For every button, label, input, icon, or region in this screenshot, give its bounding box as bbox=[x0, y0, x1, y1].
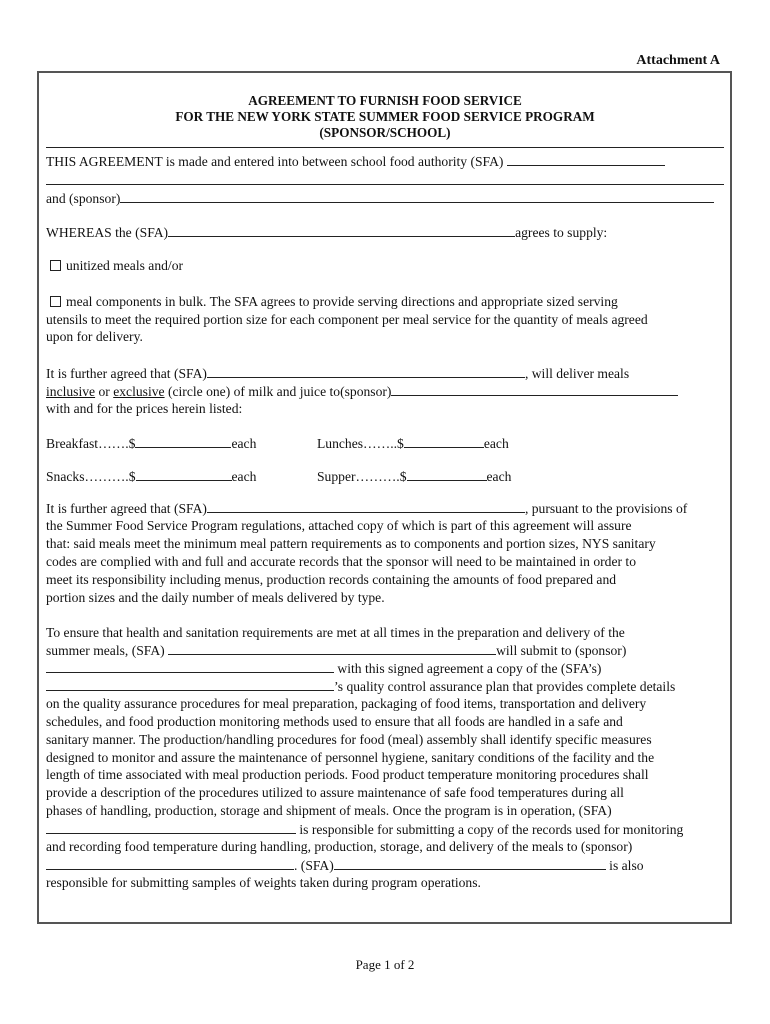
health-line-13: and recording food temperature during handling, production, storage, and delivery of the meals to (sponsor) bbox=[46, 839, 633, 854]
provisions-line-3: that: said meals meet the minimum meal pattern requirements as to components and portion sizes, NYS sanitary bbox=[46, 536, 656, 551]
delivery-sponsor-field[interactable] bbox=[391, 382, 678, 396]
bulk-label-1: meal components in bulk. The SFA agrees to provide serving directions and appropriate sized serving bbox=[66, 294, 618, 309]
health-sfa-field[interactable] bbox=[168, 641, 496, 655]
unitized-label: unitized meals and/or bbox=[66, 258, 184, 273]
records-sponsor-field[interactable] bbox=[46, 856, 294, 870]
health-l12-text: is responsible for submitting a copy of the records used for monitoring bbox=[296, 822, 684, 837]
snacks-price bbox=[46, 467, 256, 486]
health-line-14 bbox=[46, 856, 644, 875]
health-line-10: provide a description of the procedures utilized to assure maintenance of safe food temperatures during all bbox=[46, 785, 624, 800]
weights-sfa-field[interactable] bbox=[334, 856, 606, 870]
delivery-suffix: , will deliver meals bbox=[524, 366, 630, 381]
title-line-1: AGREEMENT TO FURNISH FOOD SERVICE bbox=[248, 93, 522, 108]
option-unitized bbox=[50, 257, 183, 275]
title-rule bbox=[46, 147, 724, 148]
title-line-2: FOR THE NEW YORK STATE SUMMER FOOD SERVICE PROGRAM bbox=[175, 109, 595, 124]
health-line-7: sanitary manner. The production/handling procedures for food (meal) assembly shall identify specific measures bbox=[46, 732, 652, 747]
attachment-label: Attachment A bbox=[636, 53, 720, 68]
health-line-5: on the quality assurance procedures for meal preparation, packaging of food items, transportation and delivery bbox=[46, 696, 647, 711]
health-line-15: responsible for submitting samples of weights taken during program operations. bbox=[46, 875, 481, 890]
provisions-sfa-field[interactable] bbox=[207, 499, 525, 513]
snacks-label: Snacks……….$ bbox=[46, 469, 136, 484]
inclusive-option[interactable]: inclusive bbox=[46, 384, 96, 399]
health-line-6: schedules, and food production monitoring methods used to ensure that all foods are handled in a safe and bbox=[46, 714, 623, 729]
supper-each: each bbox=[486, 469, 512, 484]
or-text: or bbox=[95, 384, 114, 399]
health-line-3 bbox=[46, 659, 601, 678]
option-bulk bbox=[50, 293, 618, 311]
lunches-label: Lunches……..$ bbox=[317, 436, 404, 451]
health-l2-prefix: summer meals, (SFA) bbox=[46, 643, 169, 658]
supper-price bbox=[317, 467, 511, 486]
delivery-prefix: It is further agreed that (SFA) bbox=[46, 366, 207, 381]
page-number: Page 1 of 2 bbox=[355, 957, 415, 972]
unitized-checkbox[interactable] bbox=[50, 260, 61, 271]
exclusive-option[interactable]: exclusive bbox=[113, 384, 165, 399]
snacks-each: each bbox=[231, 469, 257, 484]
lunches-each: each bbox=[483, 436, 509, 451]
health-line-9: length of time associated with meal production periods. Food product temperature monitoring procedures shall bbox=[46, 767, 649, 782]
health-sponsor-field[interactable] bbox=[46, 659, 334, 673]
provisions-line-2: the Summer Food Service Program regulations, attached copy of which is part of this agreement will assure bbox=[46, 518, 632, 533]
provisions-line-4: codes are complied with and full and accurate records that the sponsor will need to be maintained in order to bbox=[46, 554, 636, 569]
health-l14-suffix: is also bbox=[605, 858, 644, 873]
whereas-sfa-field[interactable] bbox=[168, 223, 515, 237]
health-line-4 bbox=[46, 677, 675, 696]
health-l14-sfa: . (SFA) bbox=[294, 858, 334, 873]
provisions-line-1 bbox=[46, 499, 687, 518]
delivery-mid: (circle one) of milk and juice to(sponsor) bbox=[164, 384, 392, 399]
health-line-8: designed to monitor and assure the maintenance of personnel hygiene, sanitary conditions of the facility and the bbox=[46, 750, 655, 765]
intro-continuation-field[interactable] bbox=[46, 184, 724, 185]
bulk-checkbox[interactable] bbox=[50, 296, 61, 307]
monitoring-sfa-field[interactable] bbox=[46, 820, 296, 834]
supper-price-field[interactable] bbox=[407, 467, 487, 481]
sponsor-label: and (sponsor) bbox=[46, 191, 121, 206]
breakfast-price bbox=[46, 434, 256, 453]
snacks-price-field[interactable] bbox=[136, 467, 232, 481]
health-line-2 bbox=[46, 641, 626, 660]
delivery-line-2 bbox=[46, 382, 678, 401]
delivery-line-3: with and for the prices herein listed: bbox=[46, 401, 243, 416]
delivery-sfa-field[interactable] bbox=[207, 364, 525, 378]
health-sfa-plan-field[interactable] bbox=[46, 677, 334, 691]
whereas-prefix: WHEREAS the (SFA) bbox=[46, 225, 169, 240]
provisions-line-5: meet its responsibility including menus, production records containing the amounts of food prepared and bbox=[46, 572, 617, 587]
lunches-price bbox=[317, 434, 509, 453]
breakfast-each: each bbox=[231, 436, 257, 451]
health-l2-suffix: will submit to (sponsor) bbox=[496, 643, 627, 658]
sponsor-line bbox=[46, 189, 714, 208]
provisions-suffix: , pursuant to the provisions of bbox=[524, 501, 688, 516]
health-line-12 bbox=[46, 820, 683, 839]
provisions-prefix: It is further agreed that (SFA) bbox=[46, 501, 207, 516]
health-l3-text: with this signed agreement a copy of the (SFA’s) bbox=[334, 661, 602, 676]
title-line-3: (SPONSOR/SCHOOL) bbox=[319, 125, 451, 140]
provisions-line-6: portion sizes and the daily number of meals delivered by type. bbox=[46, 590, 385, 605]
bulk-text-2: utensils to meet the required portion size for each component per meal service for the quantity of meals agreed bbox=[46, 312, 648, 327]
delivery-line-1 bbox=[46, 364, 629, 383]
breakfast-price-field[interactable] bbox=[135, 434, 231, 448]
whereas-line bbox=[46, 223, 607, 242]
breakfast-label: Breakfast…….$ bbox=[46, 436, 136, 451]
intro-text: THIS AGREEMENT is made and entered into between school food authority (SFA) bbox=[46, 154, 504, 169]
intro-line bbox=[46, 152, 665, 171]
health-line-11: phases of handling, production, storage and shipment of meals. Once the program is in operation, (SFA) bbox=[46, 803, 612, 818]
health-line-1: To ensure that health and sanitation requirements are met at all times in the preparation and delivery of the bbox=[46, 625, 625, 640]
health-l4-text: ’s quality control assurance plan that provides complete details bbox=[334, 679, 676, 694]
bulk-text-3: upon for delivery. bbox=[46, 329, 143, 344]
sfa-name-field[interactable] bbox=[507, 152, 665, 166]
lunches-price-field[interactable] bbox=[404, 434, 484, 448]
whereas-suffix: agrees to supply: bbox=[515, 225, 608, 240]
supper-label: Supper……….$ bbox=[317, 469, 407, 484]
sponsor-name-field[interactable] bbox=[120, 189, 714, 203]
